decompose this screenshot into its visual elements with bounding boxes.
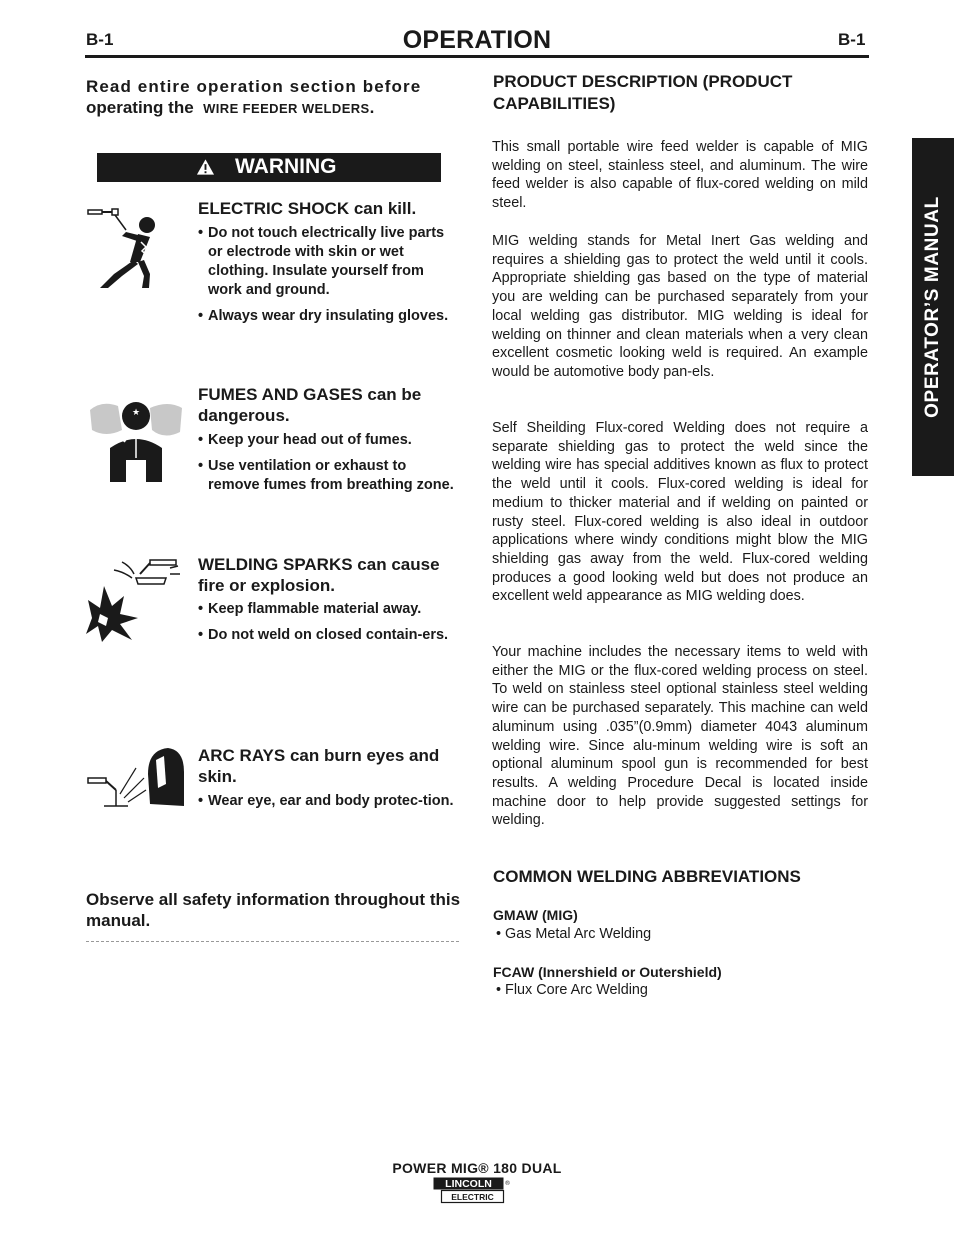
hazard-title-fumes: FUMES AND GASES can be dangerous. [198, 385, 422, 425]
product-description-heading: PRODUCT DESCRIPTION (PRODUCT CAPABILITIES) [493, 72, 793, 113]
product-paragraph: This small portable wire feed welder is capable of MIG welding on steel, stainless steel, and aluminum. The wire feed welder is also capable of flux-cored welding on mild steel. [492, 139, 868, 212]
hazard-title-electric-shock: ELECTRIC SHOCK can kill. [198, 199, 417, 218]
hazard-list-electric-shock [198, 224, 460, 333]
page-number-left: B-1 [86, 30, 114, 49]
warning-triangle-icon [196, 158, 215, 176]
product-paragraph: Your machine includes the necessary items to weld with either the MIG or the flux-cored welding process on steel. To weld on stainless steel optional stainless steel welding wire can be purchased separately. This machine can weld aluminum using .035”(0.9mm) diameter 4043 aluminum welding wire. Since alu-minum welding wire is soft an optional aluminum spool gun is recommended for best results. A welding Procedure Decal is located inside machine door to help provide suggested settings for welding. [492, 644, 868, 829]
list-item: • Keep your head out of fumes. [198, 431, 460, 450]
section-side-tab [912, 138, 954, 476]
abbreviation-definition: • Flux Core Arc Welding [496, 982, 648, 998]
sparks-explosion-icon [86, 556, 182, 642]
logo-registered-mark: ® [504, 1180, 511, 1187]
warning-label: WARNING [235, 155, 337, 178]
abbreviation-term: GMAW (MIG) [493, 907, 578, 923]
logo-wordmark-bottom: ELECTRIC [451, 1192, 494, 1202]
intro-statement [86, 76, 466, 119]
svg-text:★: ★ [132, 408, 141, 418]
hazard-list-arc-rays [198, 792, 460, 818]
list-item: • Use ventilation or exhaust to remove fumes from breathing zone. [198, 457, 460, 495]
fumes-icon [88, 398, 184, 484]
intro-line-2-end: . [369, 98, 375, 117]
footer-model-name: POWER MIG® 180 DUAL [392, 1160, 562, 1176]
page-number-right: B-1 [838, 30, 866, 49]
electric-shock-icon [86, 204, 164, 290]
header-rule [85, 55, 869, 58]
list-item: • Wear eye, ear and body protec-tion. [198, 792, 460, 811]
arc-rays-icon [86, 744, 186, 810]
intro-line-2-product: WIRE FEEDER WELDERS [203, 101, 370, 116]
observe-safety-note: Observe all safety information throughout this manual. [86, 890, 461, 930]
logo-wordmark-top: LINCOLN [445, 1178, 492, 1190]
list-item: • Keep flammable material away. [198, 600, 460, 619]
hazard-list-fumes [198, 431, 460, 502]
page-title: OPERATION [402, 26, 552, 54]
intro-line-2-lead: operating the [86, 98, 194, 117]
abbreviation-term: FCAW (Innershield or Outershield) [493, 964, 722, 980]
abbreviations-heading: COMMON WELDING ABBREVIATIONS [493, 867, 801, 886]
intro-line-1: Read entire operation section before [86, 77, 422, 96]
product-paragraph: MIG welding stands for Metal Inert Gas welding and requires a shielding gas to protect the weld until it cools. Appropriate shielding gas based on the type of material you are welding can be purchased separately from your local welding gas distributor. MIG welding is ideal for welding on thinner and clean materials when a very clean excellent cosmetic looking weld is required. An example would be automotive body pan-els. [492, 233, 868, 380]
dashed-divider [86, 941, 459, 942]
abbreviation-definition: • Gas Metal Arc Welding [496, 926, 652, 942]
product-paragraph: Self Sheilding Flux-cored Welding does not require a separate shielding gas to protect the weld since the welding wire has special additives known as flux to protect the weld until it cools. Flux-cored welding is ideal for medium to thicker material and if welding on painted or rusty steel. Flux-cored welding is also ideal in outdoor applications where windy conditions might blow the MIG shielding gas away from the weld. Flux-cored welding produces a good looking weld but does not produce an excellent weld appearance as MIG welding does. [492, 420, 868, 605]
list-item: • Always wear dry insulating gloves. [198, 307, 460, 326]
side-tab-label: OPERATOR’S MANUAL [922, 196, 943, 418]
warning-banner [97, 153, 441, 182]
list-item: • Do not touch electrically live parts or electrode with skin or wet clothing. Insulate yourself from work and ground. [198, 224, 460, 300]
lincoln-electric-logo [433, 1177, 511, 1204]
hazard-title-sparks: WELDING SPARKS can cause fire or explosion. [198, 555, 440, 595]
list-item: • Do not weld on closed contain-ers. [198, 626, 460, 645]
hazard-title-arc-rays: ARC RAYS can burn eyes and skin. [198, 746, 440, 786]
hazard-list-sparks [198, 600, 460, 652]
